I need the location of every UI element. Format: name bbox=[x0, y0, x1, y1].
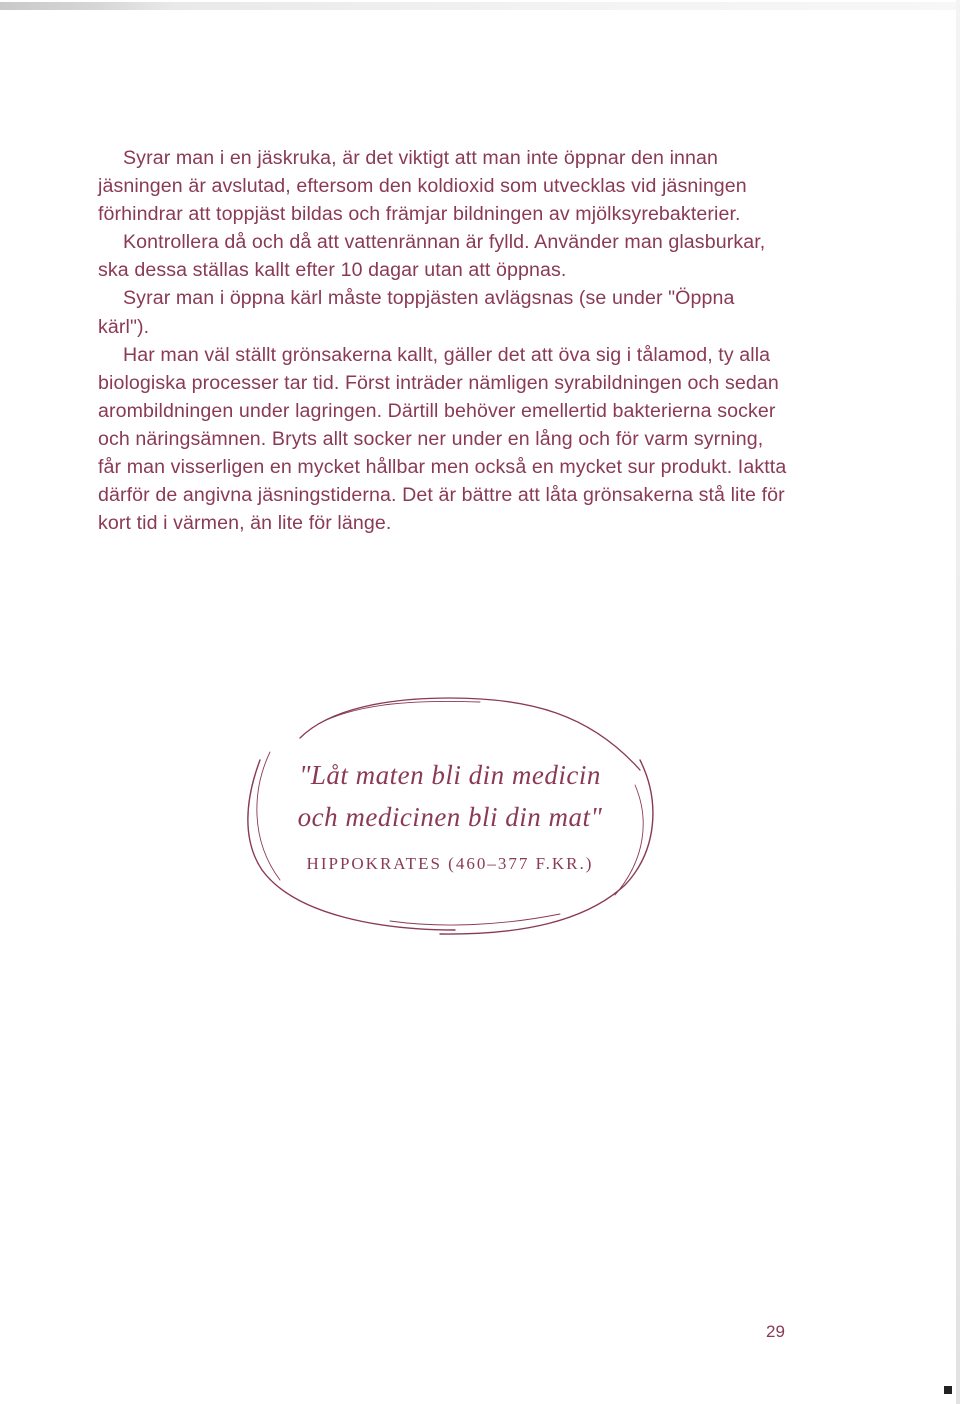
scan-edge-top bbox=[0, 2, 960, 10]
scan-corner-mark bbox=[944, 1386, 952, 1394]
paragraph-3: Syrar man i öppna kärl måste toppjästen avlägsnas (se under "Öppna kärl"). bbox=[98, 287, 735, 338]
paragraph-4: Har man väl ställt grönsakerna kallt, gäller det att öva sig i tålamod, ty alla biologiska processer tar tid. Först inträder nämligen syrabildningen och sedan arombildningen under lagringen. Därtill behöver emellertid bakterierna socker och näringsämnen. Bryts allt socker ner under en lång och för varm syrning, får man visserligen en mycket hållbar men också en mycket sur produkt. Iaktta därför de angivna jäsningstiderna. Det är bättre att låta grönsakerna stå lite för kort tid i värmen, än lite för länge. bbox=[98, 343, 787, 535]
quote-line-2: och medicinen bli din mat" bbox=[297, 802, 603, 832]
scan-edge-right bbox=[956, 0, 960, 1404]
quote-attribution: HIPPOKRATES (460–377 F.KR.) bbox=[306, 854, 594, 873]
paragraph-1: Syrar man i en jäskruka, är det viktigt att man inte öppnar den innan jäsningen är avslutad, eftersom den koldioxid som utvecklas vid jäsningen förhindrar att toppjäst bildas och främjar bildningen av mjölksyrebakterier. bbox=[98, 147, 747, 226]
paragraph-2: Kontrollera då och då att vattenrännan är fylld. Använder man glasburkar, ska dessa ställas kallt efter 10 dagar utan att öppnas. bbox=[98, 231, 766, 282]
quote-line-1: "Låt maten bli din medicin bbox=[299, 760, 601, 790]
body-text bbox=[98, 144, 788, 537]
quote-block bbox=[240, 690, 660, 940]
page-number: 29 bbox=[766, 1322, 785, 1341]
